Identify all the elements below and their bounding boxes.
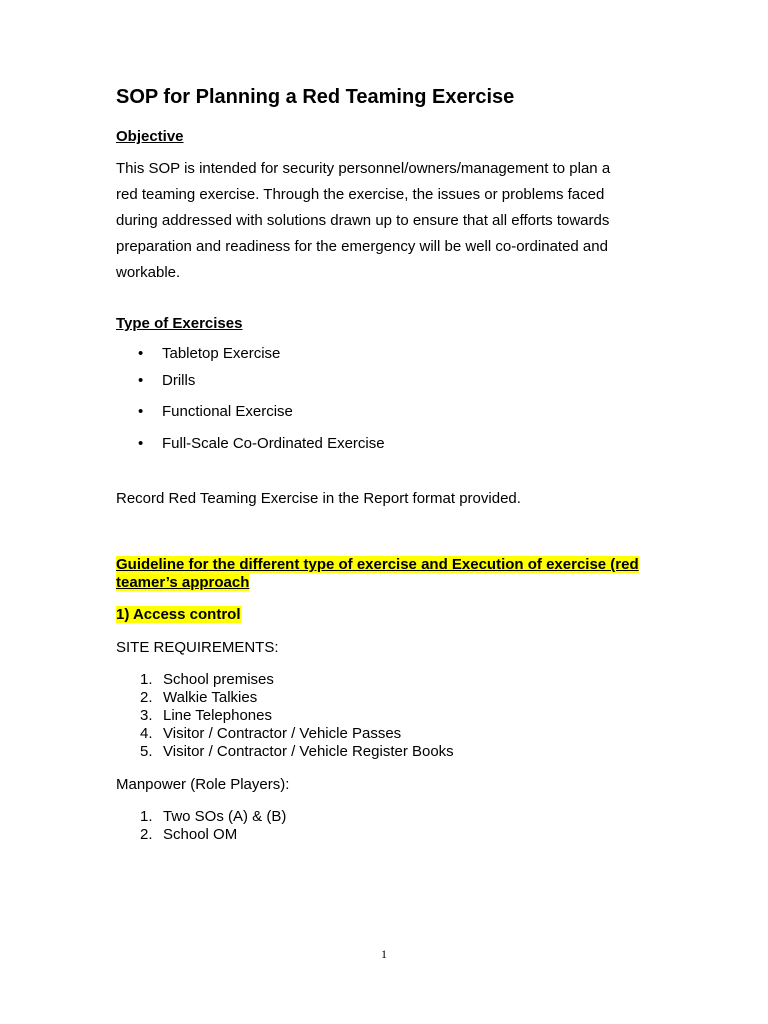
bullet-icon: •: [138, 403, 144, 420]
objective-line: red teaming exercise. Through the exercise, the issues or problems faced: [116, 186, 605, 203]
list-item: • Functional Exercise: [138, 403, 293, 420]
list-item: • Drills: [138, 372, 196, 389]
objective-heading: Objective: [116, 128, 184, 145]
exercise-types-heading: Type of Exercises: [116, 315, 243, 332]
list-item: 1. School premises: [140, 671, 274, 688]
list-item: 2. School OM: [140, 826, 238, 843]
record-note: Record Red Teaming Exercise in the Report format provided.: [116, 490, 521, 507]
bullet-icon: •: [138, 435, 144, 452]
guideline-line: Guideline for the different type of exercise and Execution of exercise (red: [116, 556, 639, 573]
page-number: 1: [381, 947, 387, 961]
access-control-heading: 1) Access control: [116, 606, 241, 623]
objective-line: workable.: [116, 264, 181, 281]
objective-line: This SOP is intended for security personnel/owners/management to plan a: [116, 160, 611, 177]
list-item: 1. Two SOs (A) & (B): [140, 808, 287, 825]
guideline-line: teamer’s approach: [116, 574, 250, 591]
guideline-heading: [116, 556, 676, 592]
list-item: 4. Visitor / Contractor / Vehicle Passes: [140, 725, 402, 742]
list-item: 3. Line Telephones: [140, 707, 272, 724]
list-item: • Full-Scale Co-Ordinated Exercise: [138, 435, 385, 452]
list-item: • Tabletop Exercise: [138, 345, 281, 362]
site-requirements-label: SITE REQUIREMENTS:: [116, 639, 279, 656]
objective-line: preparation and readiness for the emergency will be well co-ordinated and: [116, 238, 608, 255]
list-item: 2. Walkie Talkies: [140, 689, 258, 706]
objective-paragraph: [116, 156, 656, 286]
document-title: SOP for Planning a Red Teaming Exercise: [116, 86, 515, 108]
objective-line: during addressed with solutions drawn up to ensure that all efforts towards: [116, 212, 610, 229]
bullet-icon: •: [138, 345, 144, 362]
bullet-icon: •: [138, 372, 144, 389]
list-item: 5. Visitor / Contractor / Vehicle Register Books: [140, 743, 454, 760]
manpower-label: Manpower (Role Players):: [116, 776, 290, 793]
